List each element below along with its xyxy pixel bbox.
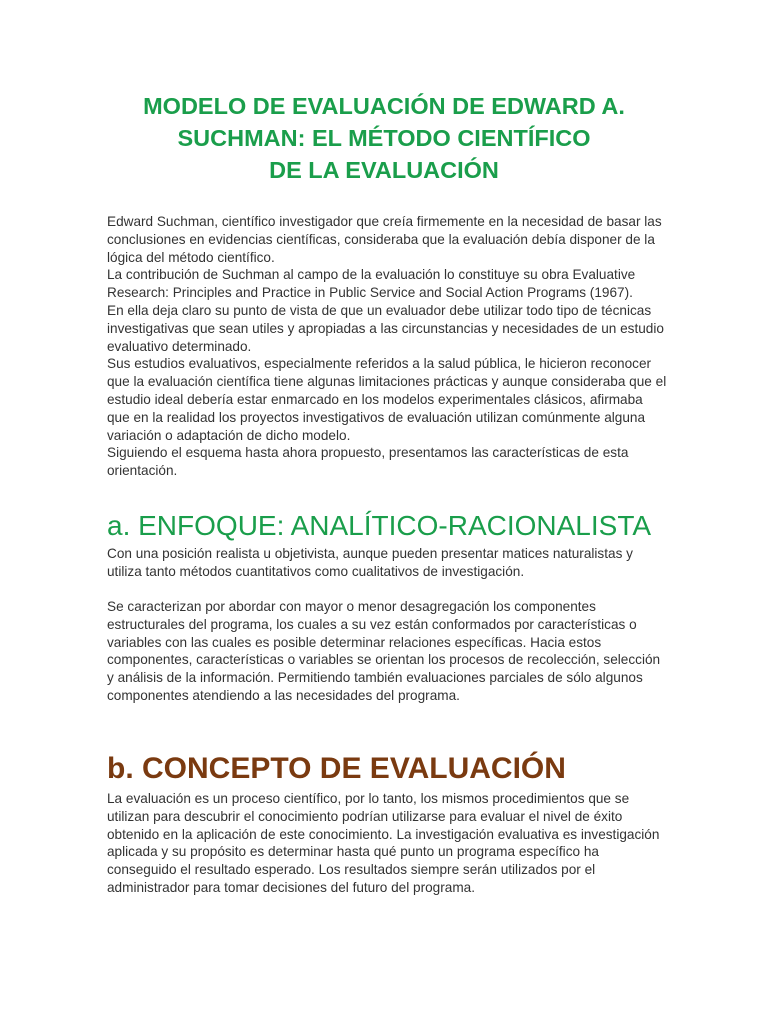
title-line-1: MODELO DE EVALUACIÓN DE EDWARD A. — [143, 93, 625, 119]
section-b-paragraph-1: La evaluación es un proceso científico, por lo tanto, los mismos procedimientos que se utilizan para descubrir el conocimiento podrían utilizarse para evaluar el nivel de éxito obtenido en la aplicación de este conocimiento. La investigación evaluativa es investigación aplicada y su propósito es determinar hasta qué punto un programa específico ha conseguido el resultado esperado. Los resultados siempre serán utilizados por el administrador para tomar decisiones del futuro del programa. — [107, 791, 660, 895]
section-b-heading: b. CONCEPTO DE EVALUACIÓN — [107, 752, 566, 785]
document-title — [60, 90, 708, 186]
title-line-3: DE LA EVALUACIÓN — [269, 157, 499, 183]
intro-paragraph-1: Edward Suchman, científico investigador que creía firmemente en la necesidad de basar las conclusiones en evidencias científicas, consideraba que la evaluación debía disponer de la lógica del método científico. — [107, 214, 662, 265]
section-a-body-2 — [107, 598, 667, 705]
section-a-paragraph-1: Con una posición realista u objetivista, aunque pueden presentar matices naturalistas y utiliza tanto métodos cuantitativos como cualitativos de investigación. — [107, 546, 633, 579]
section-a-heading: a. ENFOQUE: ANALÍTICO-RACIONALISTA — [107, 510, 652, 541]
title-line-2: SUCHMAN: EL MÉTODO CIENTÍFICO — [177, 125, 591, 151]
intro-paragraph-4: Sus estudios evaluativos, especialmente referidos a la salud pública, le hicieron reconocer que la evaluación científica tiene algunas limitaciones prácticas y aunque consideraba que el estudio ideal debería estar enmarcado en los modelos experimentales clásicos, afirmaba que en la realidad los proyectos investigativos de evaluación utilizan comúnmente alguna variación o adaptación de dicho modelo. — [107, 356, 667, 443]
section-a-paragraph-2: Se caracterizan por abordar con mayor o menor desagregación los componentes estructurales del programa, los cuales a su vez están conformados por características o variables con las cuales es posible determinar relaciones específicas. Hacia estos componentes, características o variables se orientan los procesos de recolección, selección y análisis de la información. Permitiendo también evaluaciones parciales de sólo algunos componentes atendiendo a las necesidades del programa. — [107, 599, 661, 703]
section-b-body — [107, 790, 667, 897]
section-a-body — [107, 545, 667, 581]
intro-section — [107, 213, 667, 480]
intro-paragraph-3: En ella deja claro su punto de vista de que un evaluador debe utilizar todo tipo de técnicas investigativas que sean utiles y apropiadas a las circunstancias y necesidades de un estudio evaluativo determinado. — [107, 302, 664, 354]
intro-paragraph-2: La contribución de Suchman al campo de la evaluación lo constituye su obra Evaluative Research: Principles and Practice in Public Service and Social Action Programs (1967). — [107, 267, 636, 301]
intro-paragraph-5: Siguiendo el esquema hasta ahora propuesto, presentamos las características de esta orientación. — [107, 445, 629, 479]
